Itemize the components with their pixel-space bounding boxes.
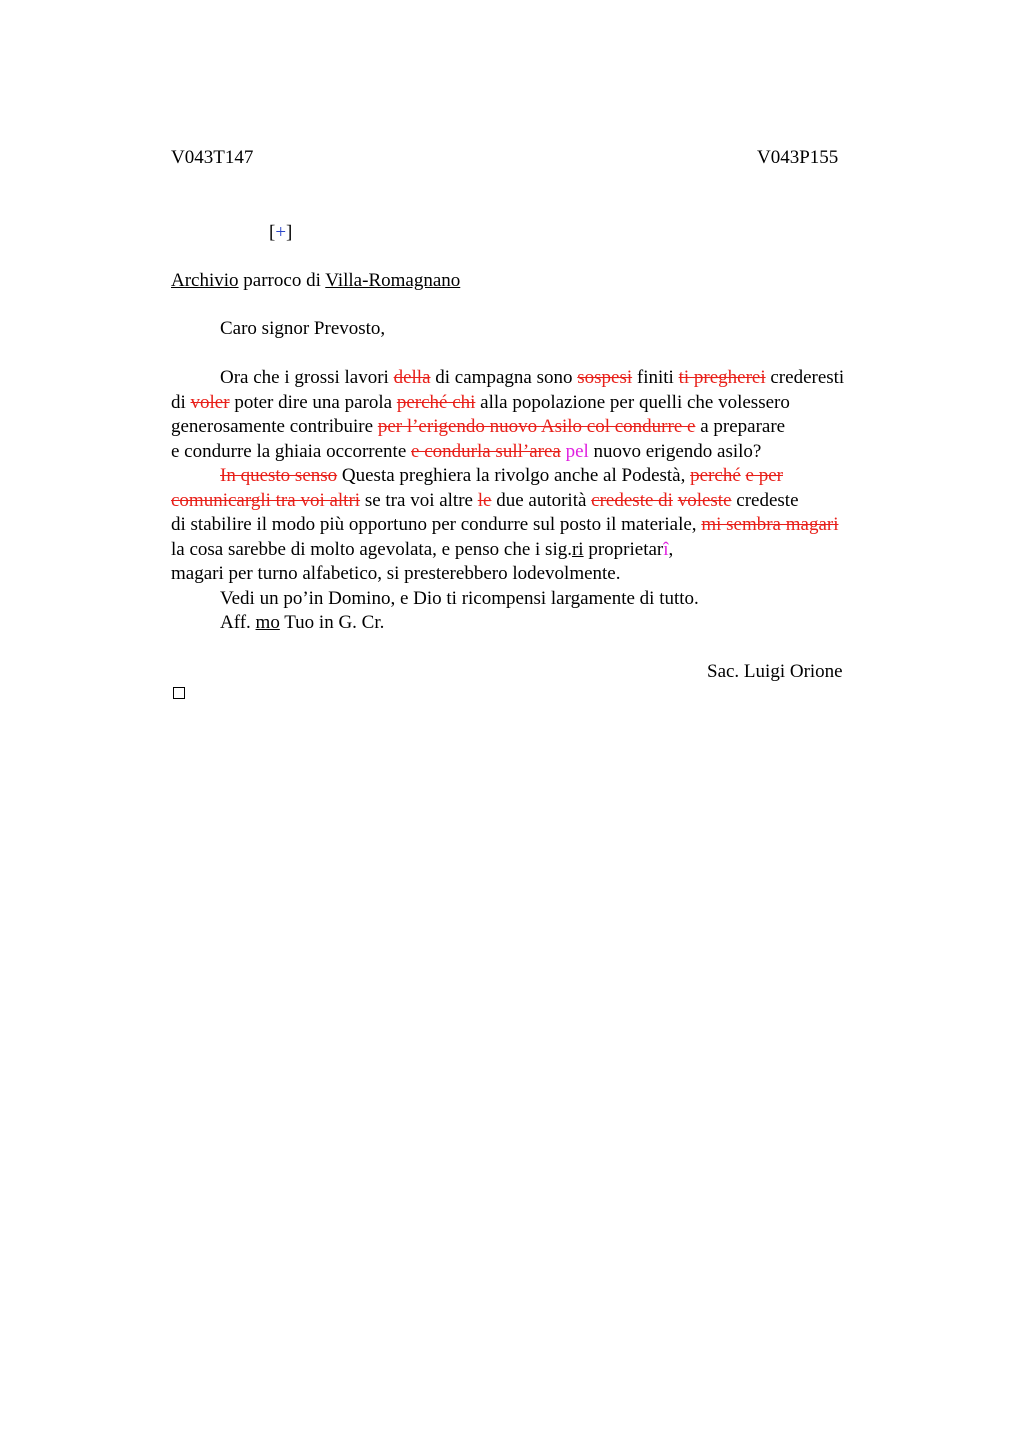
body-line-2: [171, 391, 790, 415]
signature: Sac. Luigi Orione: [707, 661, 843, 682]
body-line-6: [171, 489, 799, 513]
text: Ora che i grossi lavori: [220, 367, 394, 388]
deleted-text: e per: [745, 465, 783, 486]
inserted-text: î: [663, 539, 669, 560]
text: a preparare: [695, 416, 786, 437]
address-place: Villa-Romagnano: [325, 270, 461, 291]
deleted-text: comunicargli tra voi altri: [171, 490, 361, 511]
deleted-text: In questo senso: [220, 465, 338, 486]
deleted-text: mi sembra magari: [701, 514, 839, 535]
address-middle: parroco di: [238, 270, 326, 291]
body-line-1: [220, 366, 844, 390]
document-code-right: V043P155: [757, 147, 839, 168]
text: credeste: [731, 490, 799, 511]
text: Questa preghiera la rivolgo anche al Podestà,: [337, 465, 691, 486]
body-line-4: [171, 440, 761, 464]
body-line-8: [171, 538, 673, 562]
text: e condurre la ghiaia occorrente: [171, 441, 412, 462]
text: di: [171, 392, 191, 413]
text: poter dire una parola: [229, 392, 397, 413]
expand-link[interactable]: [269, 221, 292, 245]
superscript-abbrev: mo: [255, 612, 280, 633]
closing-line: [220, 611, 384, 635]
body-line-3: [171, 415, 785, 439]
superscript-abbrev: ri: [571, 539, 584, 560]
inserted-text: pel: [565, 441, 589, 462]
text: alla popolazione per quelli che volessero: [475, 392, 790, 413]
end-marker-square-icon: [173, 687, 185, 699]
deleted-text: perché chi: [396, 392, 476, 413]
expand-bracket-open: [: [269, 222, 276, 243]
text: Tuo in G. Cr.: [279, 612, 385, 633]
body-line-7: [171, 513, 839, 537]
body-line-5: [220, 464, 783, 488]
text: di stabilire il modo più opportuno per condurre sul posto il materiale,: [171, 514, 702, 535]
deleted-text: sospesi: [577, 367, 633, 388]
salutation: Caro signor Prevosto,: [220, 318, 386, 339]
deleted-text: le: [477, 490, 492, 511]
deleted-text: credeste di: [591, 490, 673, 511]
text: ,: [668, 539, 674, 560]
text: Aff.: [220, 612, 256, 633]
deleted-text: della: [393, 367, 431, 388]
text: crederesti: [765, 367, 845, 388]
deleted-text: perché: [690, 465, 741, 486]
deleted-text: voleste: [677, 490, 732, 511]
body-line-10: Vedi un po’in Domino, e Dio ti ricompensi largamente di tutto.: [220, 588, 699, 609]
text: di campagna sono: [430, 367, 578, 388]
text: la cosa sarebbe di molto agevolata, e penso che i sig.: [171, 539, 572, 560]
deleted-text: voler: [190, 392, 230, 413]
expand-bracket-close: ]: [286, 222, 293, 243]
text: due autorità: [491, 490, 592, 511]
address-archivio: Archivio: [171, 270, 239, 291]
text: nuovo erigendo asilo?: [588, 441, 762, 462]
deleted-text: ti pregherei: [678, 367, 766, 388]
deleted-text: per l’erigendo nuovo Asilo col condurre e: [377, 416, 696, 437]
plus-icon[interactable]: +: [275, 222, 287, 243]
body-line-9: magari per turno alfabetico, si presterebbero lodevolmente.: [171, 563, 621, 584]
text: finiti: [632, 367, 679, 388]
text: proprietar: [583, 539, 664, 560]
text: se tra voi altre: [360, 490, 478, 511]
recipient-address: [171, 269, 460, 293]
deleted-text: e condurla sull’area: [411, 441, 561, 462]
document-code-left: V043T147: [171, 147, 254, 168]
text: generosamente contribuire: [171, 416, 378, 437]
